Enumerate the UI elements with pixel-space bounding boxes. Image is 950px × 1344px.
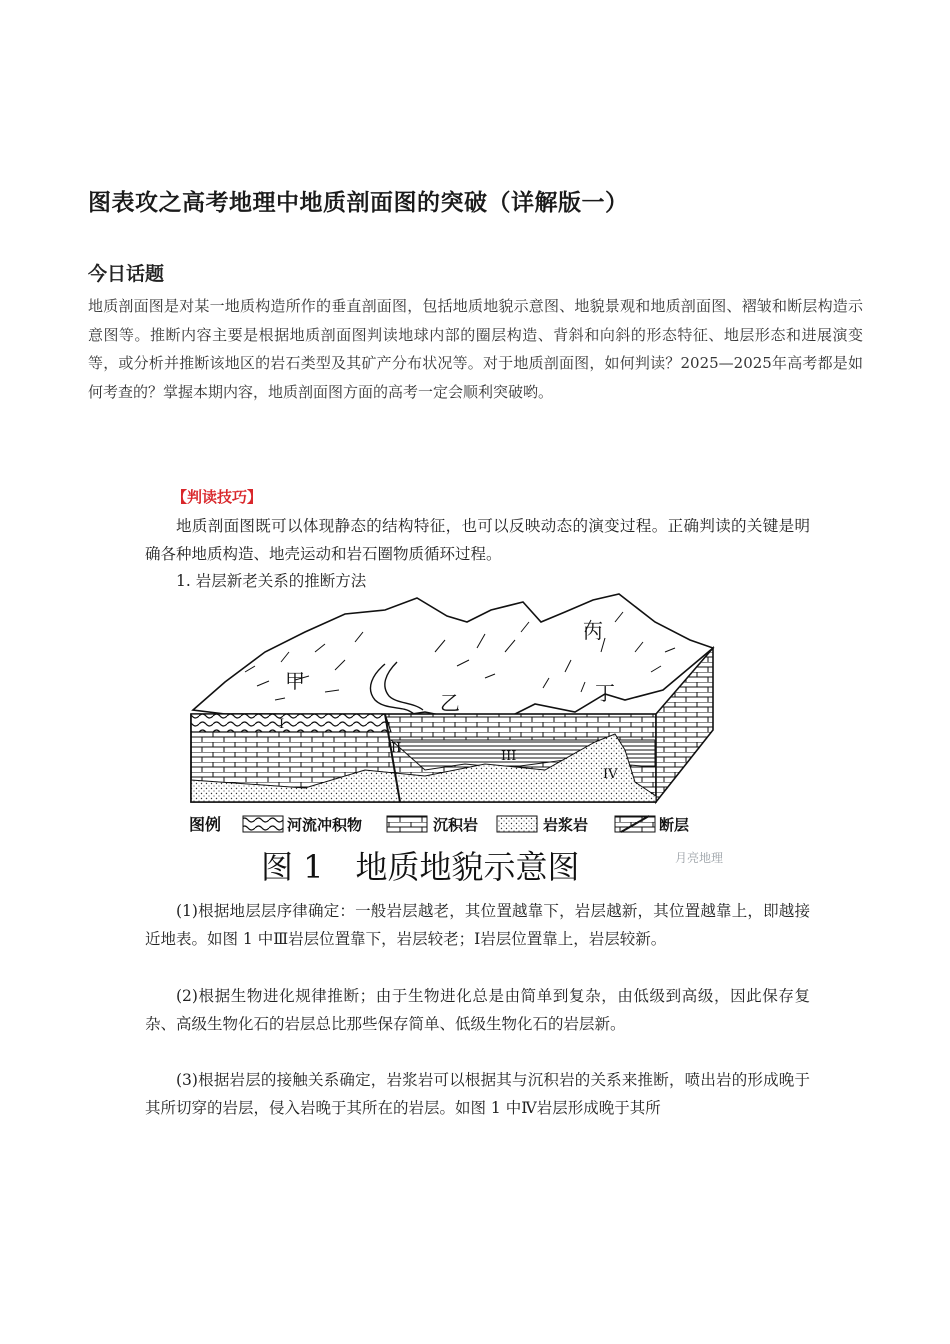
paragraph-2: (1)根据地层层序律确定：一般岩层越老，其位置越靠下，岩层越新，其位置越靠上，即越接近地表。如图 1 中Ⅲ岩层位置靠下，岩层较老；Ⅰ岩层位置靠上，岩层较新。: [145, 902, 810, 948]
legend-item-4: 断层: [659, 816, 690, 834]
label-r1: I: [279, 717, 285, 732]
section-label: 【判读技巧】: [172, 488, 263, 506]
legend-item-2: 沉积岩: [433, 816, 479, 834]
paragraph-3: (2)根据生物进化规律推断；由于生物进化总是由简单到复杂，由低级到高级，因此保存复杂、高级生物化石的岩层总比那些保存简单、低级生物化石的岩层新。: [145, 987, 810, 1033]
label-r3: III: [501, 749, 517, 764]
figure-caption: 图 1 地质地貌示意图: [261, 848, 580, 886]
label-r4: IV: [603, 767, 618, 782]
legend-item-1: 河流冲积物: [287, 816, 363, 834]
label-ding: 丁: [595, 681, 615, 705]
label-jia: 甲: [285, 669, 305, 693]
watermark-text: 月亮地理: [675, 851, 724, 865]
list-item-1: 1. 岩层新老关系的推断方法: [176, 572, 367, 590]
label-yi: 乙: [440, 691, 460, 715]
section-heading: 今日话题: [88, 263, 165, 285]
paragraph-4: (3)根据岩层的接触关系确定，岩浆岩可以根据其与沉积岩的关系来推断，喷出岩的形成晚于其所切穿的岩层，侵入岩晚于其所在的岩层。如图 1 中Ⅳ岩层形成晚于其所: [145, 1071, 810, 1117]
legend-title: 图例: [189, 815, 222, 834]
page-title: 图表攻之高考地理中地质剖面图的突破（详解版一）: [88, 190, 629, 216]
label-r2: II: [391, 741, 402, 756]
legend-item-3: 岩浆岩: [543, 816, 589, 834]
paragraph-1: 地质剖面图既可以体现静态的结构特征，也可以反映动态的演变过程。正确判读的关键是明确各种地质构造、地壳运动和岩石圈物质循环过程。: [145, 517, 810, 563]
label-bing: 丙: [583, 619, 603, 643]
figure-legend: [189, 815, 689, 834]
intro-paragraph: 地质剖面图是对某一地质构造所作的垂直剖面图，包括地质地貌示意图、地貌景观和地质剖面图、褶皱和断层构造示意图等。推断内容主要是根据地质剖面图判读地球内部的圈层构造、背斜和向斜的形态特征、地层形态和进展演变等，或分析并推断该地区的岩石类型及其矿产分布状况等。对于地质剖面图，如何判读？2025—2025年高考都是如何考查的？掌握本期内容，地质剖面图方面的高考一定会顺利突破哟。: [88, 297, 863, 401]
geology-figure: [185, 592, 724, 887]
